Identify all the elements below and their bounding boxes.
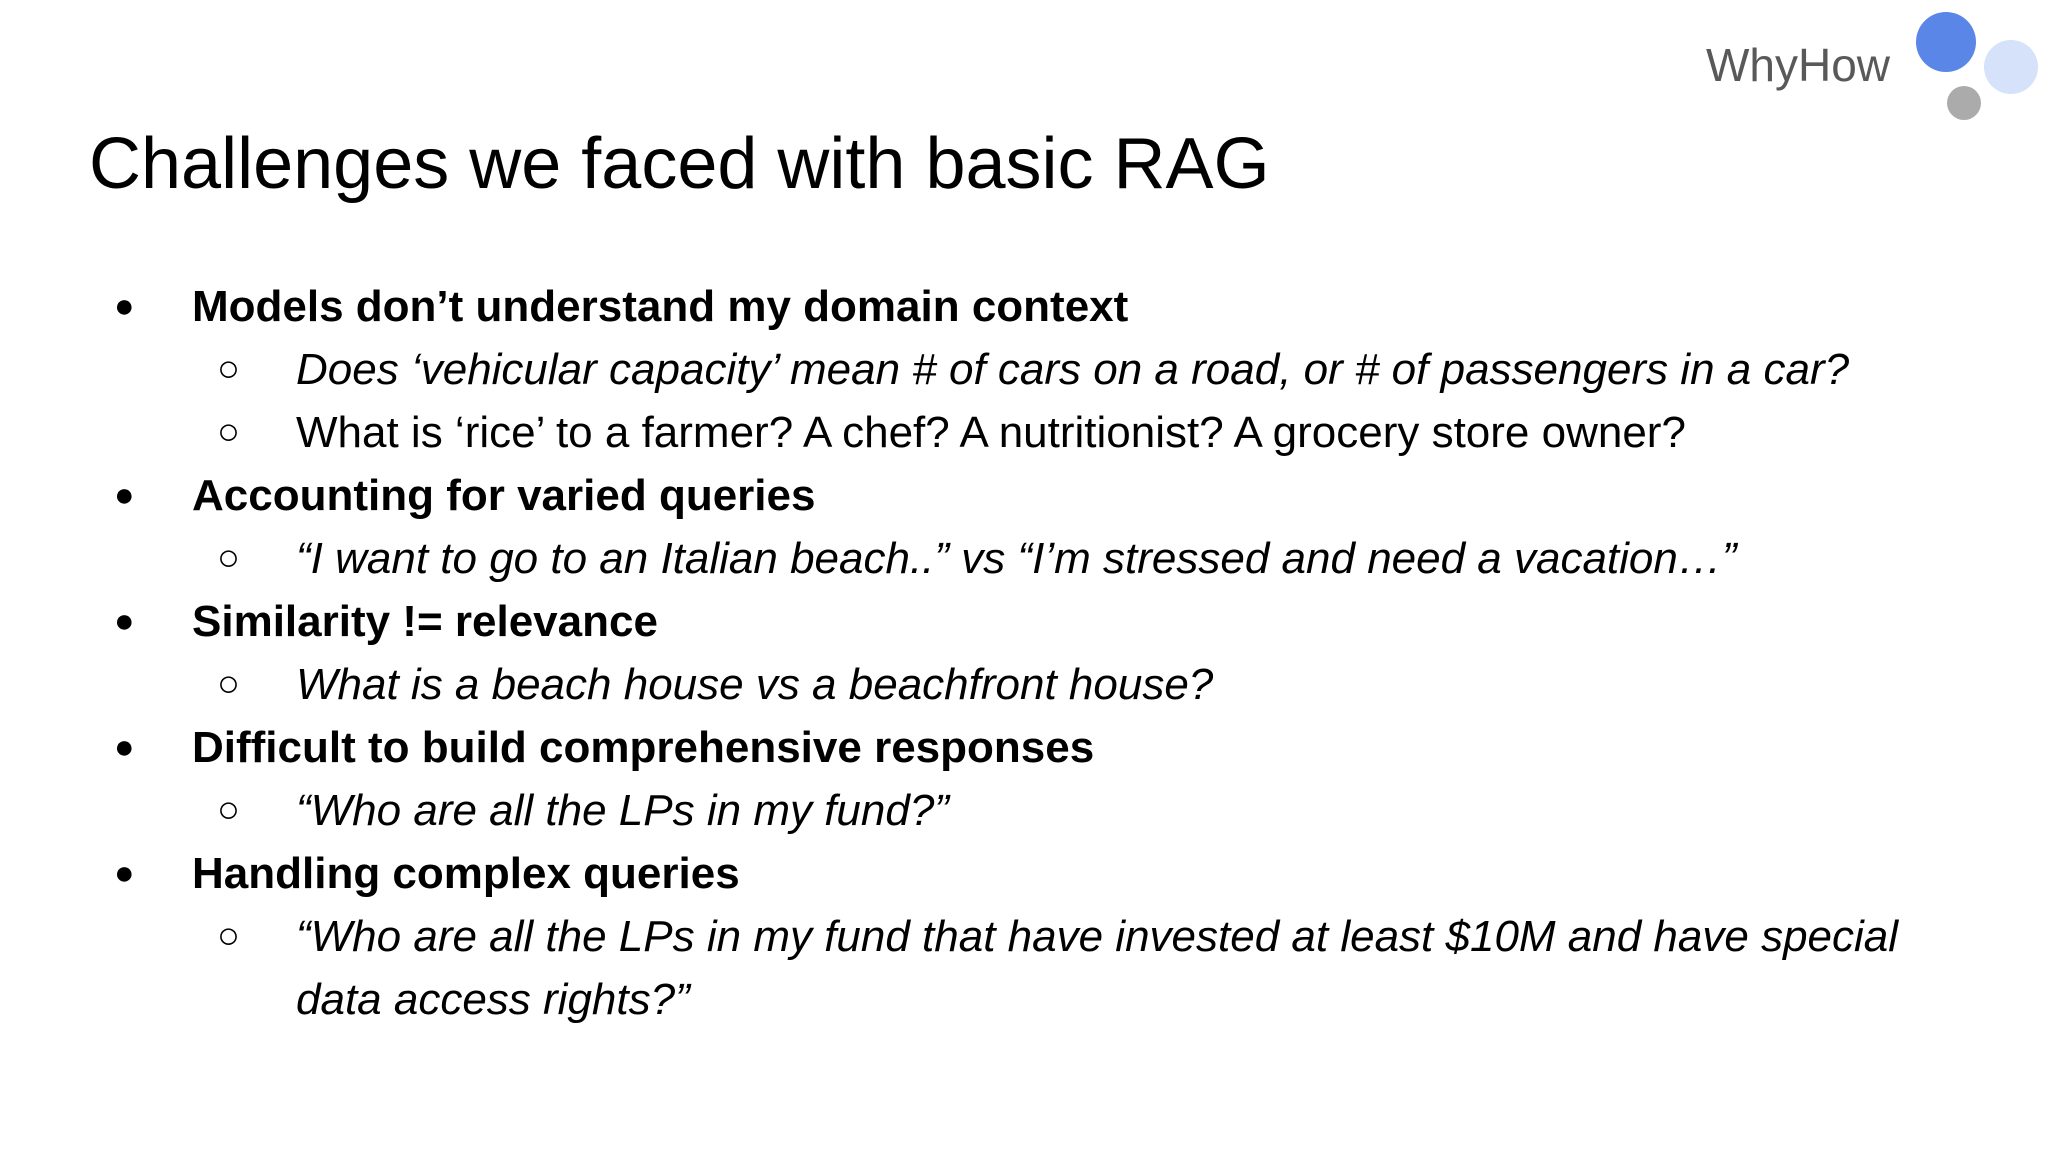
bullet-item bbox=[0, 275, 2048, 338]
sub-bullet-item bbox=[0, 338, 2048, 401]
sub-bullet-marker: ○ bbox=[217, 348, 240, 390]
bullet-item bbox=[0, 842, 2048, 905]
sub-bullet-text: Does ‘vehicular capacity’ mean # of cars on a road, or # of passengers in a car? bbox=[296, 345, 1850, 394]
bullet-heading: Accounting for varied queries bbox=[192, 471, 816, 520]
bullet-heading: Similarity != relevance bbox=[192, 597, 658, 646]
sub-bullet-text: “I want to go to an Italian beach..” vs “I’m stressed and need a vacation…” bbox=[296, 534, 1737, 583]
bullet-item bbox=[0, 590, 2048, 653]
sub-bullet-item bbox=[0, 401, 2048, 464]
bullet-heading: Handling complex queries bbox=[192, 849, 740, 898]
sub-bullet-text: “Who are all the LPs in my fund?” bbox=[296, 786, 949, 835]
sub-bullet-marker: ○ bbox=[217, 411, 240, 453]
bullet-marker: ● bbox=[114, 728, 135, 766]
sub-bullet-marker: ○ bbox=[217, 537, 240, 579]
bullet-heading: Difficult to build comprehensive responses bbox=[192, 723, 1095, 772]
bullet-item bbox=[0, 716, 2048, 779]
bullet-marker: ● bbox=[114, 854, 135, 892]
sub-bullet-item bbox=[0, 779, 2048, 842]
sub-bullet-item bbox=[0, 905, 2048, 968]
sub-bullet-item bbox=[0, 527, 2048, 590]
bullet-marker: ● bbox=[114, 287, 135, 325]
slide-title: Challenges we faced with basic RAG bbox=[89, 124, 1270, 204]
brand-name: WhyHow bbox=[1706, 39, 1891, 91]
bullet-marker: ● bbox=[114, 602, 135, 640]
bullet-heading: Models don’t understand my domain context bbox=[192, 282, 1129, 331]
sub-bullet-marker: ○ bbox=[217, 789, 240, 831]
bullet-item bbox=[0, 464, 2048, 527]
bullet-marker: ● bbox=[114, 476, 135, 514]
sub-bullet-item bbox=[0, 968, 2048, 1031]
sub-bullet-marker: ○ bbox=[217, 663, 240, 705]
sub-bullet-marker: ○ bbox=[217, 915, 240, 957]
sub-bullet-text: What is a beach house vs a beachfront house? bbox=[296, 660, 1214, 709]
sub-bullet-text: “Who are all the LPs in my fund that have invested at least $10M and have special bbox=[296, 912, 1899, 961]
sub-bullet-text: What is ‘rice’ to a farmer? A chef? A nutritionist? A grocery store owner? bbox=[296, 408, 1686, 457]
sub-bullet-item bbox=[0, 653, 2048, 716]
sub-bullet-text: data access rights?” bbox=[296, 975, 690, 1024]
